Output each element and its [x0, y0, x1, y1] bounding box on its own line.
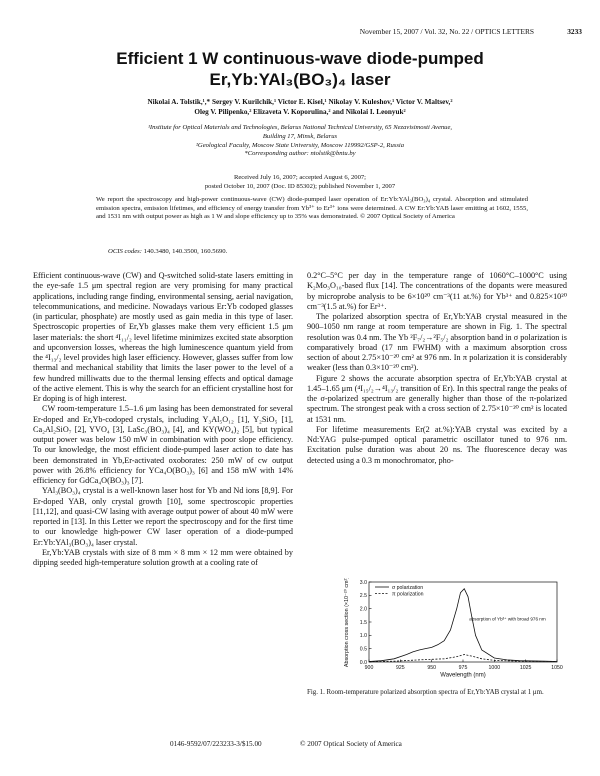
y-tick-label: 2.0	[359, 606, 367, 613]
ocis-label: OCIS codes:	[108, 248, 142, 255]
x-tick-label: 1000	[488, 665, 501, 671]
affiliation-1-line-2: Building 17, Minsk, Belarus	[262, 132, 338, 140]
y-tick-label: 1.0	[359, 633, 367, 640]
paragraph: The polarized absorption spectra of Er,Yb:YAB crystal measured in the 900–1050 nm range at room temperature are shown in Fig. 1. The spectral resolution was 0.4 nm. The Yb ²F₇/₂→²F₅/₂ absorption band in σ polarization is comparatively broad (17 nm FWHM) with a maximum absorption cross section of about 2.75×10⁻²⁰ cm² at 976 nm. In π polarization it is considerably weaker (less than 0.3×10⁻²⁰ cm²).	[307, 312, 567, 373]
authors-line-2: Oleg V. Pilipenko,² Elizaveta V. Koporulina,² and Nikolai I. Leonyuk²	[194, 107, 406, 116]
absorption-spectrum-chart	[339, 578, 564, 678]
x-axis-label: Wavelength (nm)	[440, 672, 486, 678]
paragraph: CW room-temperature 1.5–1.6 μm lasing has been demonstrated for several Er-doped and Er,Yb-codoped crystals, including Y₃Al₅O₁₂ [1], Y₂SiO₅ [1], Ca₂Al₂SiO₇ [2], YVO₄ [3], LaSc₃(BO₃)₄ [4], and KY(WO₄)₂ [5], but typical output power was below 150 mW in combination with poor slope efficiency. To our knowledge, the most efficient diode-pumped laser action to date has been demonstrated in Yb,Er-activated oxoborates: 250 mW of cw output power with 26.8% efficiency for YCa₄O(BO₃)₃ [6] and 158 mW with 14% efficiency for GdCa₄O(BO₃)₃ [7].	[33, 404, 293, 485]
series-line	[369, 589, 557, 662]
affiliations	[60, 124, 540, 159]
x-tick-label: 925	[396, 665, 405, 671]
y-tick-label: 1.5	[359, 619, 367, 626]
paragraph: Efficient continuous-wave (CW) and Q-switched solid-state lasers emitting in the eye-safe 1.5 μm spectral region are very promising for many practical applications, including range finding, environmental sensing, aerial navigation, telecommunications, and medicine. Nowadays various Er:Yb codoped glasses (in particular, phosphate) are mostly used as gain media in this type of laser. Spectroscopic properties of Er,Yb glasses make them very efficient 1.5 μm laser materials: the short ⁴I₁₁/₂ level lifetime minimizes excited state absorption and upconversion losses, whereas the high luminescence quantum yield from the ⁴I₁₃/₂ level provides high laser efficiency. However, glasses suffer from low thermal and mechanical stability that limits the laser power to the level of a few hundred milliwatts due to the thermal lensing effects and optical damage of the active element. This is why the search for an efficient crystalline host for Er doping is of high interest.	[33, 271, 293, 403]
author-list	[60, 98, 540, 117]
left-column	[33, 271, 293, 568]
ocis-codes	[108, 248, 508, 257]
affiliation-1-line-1: ¹Institute for Optical Materials and Technologies, Belarus National Technical University, 65 Nezavisimosti Avenue,	[147, 124, 453, 131]
paragraph: Er,Yb:YAB crystals with size of 8 mm × 8 mm × 12 mm were obtained by dipping seeded high-temperature solution growth at a cooling rate of	[33, 547, 293, 567]
dates-line-2: posted October 10, 2007 (Doc. ID 85302); published November 1, 2007	[204, 182, 396, 190]
corresponding-author: *Corresponding author: ntolstik@bntu.by	[244, 150, 356, 158]
chart-annotation: absorption of Yb³⁺ with broad 976 nm	[469, 616, 546, 622]
y-tick-label: 0.5	[359, 646, 367, 653]
title-line-1: Efficient 1 W continuous-wave diode-pumped	[116, 49, 484, 68]
page-number: 3233	[567, 27, 582, 36]
article-title	[0, 48, 600, 90]
publication-dates	[90, 174, 510, 192]
y-axis-label: Absorption cross section (×10⁻²⁰ cm²)	[344, 578, 350, 668]
paragraph: 0.2°C–5°C per day in the temperature range of 1060°C–1000°C using K₂Mo₃O₁₀-based flux [14]. The concentrations of the dopants were measured by microprobe analysis to be 6×10²⁰ cm⁻³(11 at.%) for Yb³⁺ and 0.825×10²⁰ cm⁻³(1.5 at.%) for Er³⁺.	[307, 271, 567, 311]
y-tick-label: 0.0	[359, 659, 367, 666]
ocis-values: 140.3480, 140.3500, 160.5690.	[143, 248, 228, 255]
x-tick-label: 900	[364, 665, 374, 671]
affiliation-2: ²Geological Faculty, Moscow State University, Moscow 119992/GSP-2, Russia	[195, 141, 405, 149]
y-tick-label: 3.0	[359, 579, 367, 586]
figure-1	[339, 578, 564, 678]
legend-label: π polarization	[392, 591, 424, 598]
legend-label: σ polarization	[392, 584, 424, 591]
copyright: © 2007 Optical Society of America	[300, 740, 402, 748]
y-tick-label: 2.5	[359, 593, 367, 600]
paragraph: For lifetime measurements Er(2 at.%):YAB crystal was excited by a Nd:YAG pulse-pumped optical parametric oscillator tuned to 976 nm. Excitation pulse duration was about 20 ns. The fluorescence decay was detected using a 0.3 m monochromator, pho-	[307, 424, 567, 465]
issn-price: 0146-9592/07/223233-3/$15.00	[170, 740, 262, 748]
figure-caption: Fig. 1. Room-temperature polarized absorption spectra of Er,Yb:YAB crystal at 1 μm.	[307, 689, 544, 696]
x-tick-label: 1050	[551, 665, 563, 671]
x-tick-label: 950	[427, 665, 436, 671]
journal-citation: November 15, 2007 / Vol. 32, No. 22 / OPTICS LETTERS	[359, 27, 534, 36]
paragraph: YAl₃(BO₃)₄ crystal is a well-known laser host for Yb and Nd ions [8,9]. For Er-doped YAB, only crystal growth [10], some spectroscopic properties [11,12], and quasi-CW lasing with average output power of about 40 mW were reported in [13]. In this Letter we report the spectroscopy and for the first time to our knowledge high-power CW laser operation of a diode-pumped Er:Yb:YAl₃(BO₃)₄ laser crystal.	[33, 486, 293, 547]
paragraph: Figure 2 shows the accurate absorption spectra of Er,Yb:YAB crystal at 1.45–1.65 μm (⁴I₁₅/₂→⁴I₁₃/₂ transition of Er). In this spectral range the peaks of the σ-polarized spectrum are generally higher than those of the π-polarized spectrum. The strongest peak with a cross section of 2.75×10⁻²⁰ cm² is located at 1531 nm.	[307, 373, 567, 424]
dates-line-1: Received July 16, 2007; accepted August 6, 2007;	[233, 174, 367, 181]
title-line-2: Er,Yb:YAl₃(BO₃)₄ laser	[209, 70, 391, 89]
x-tick-label: 975	[458, 665, 468, 671]
x-tick-label: 1025	[519, 665, 532, 671]
abstract: We report the spectroscopy and high-power continuous-wave (CW) diode-pumped laser operation of Er:Yb:YAl₃(BO₃)₄ crystal. Absorption and stimulated emission spectra, emission lifetimes, and efficiency of energy transfer from Yb³⁺ to Er³⁺ ions were determined. A CW Er:Yb:YAB laser emitting at 1602, 1555, and 1531 nm with output power as high as 1 W and slope efficiency up to 35% was demonstrated. © 2007 Optical Society of America	[96, 196, 528, 221]
right-column	[307, 271, 567, 466]
authors-line-1: Nikolai A. Tolstik,¹,* Sergey V. Kurilchik,¹ Victor E. Kisel,¹ Nikolay V. Kuleshov,¹ Victor V. Maltsev,²	[147, 98, 453, 106]
running-header	[0, 27, 600, 39]
